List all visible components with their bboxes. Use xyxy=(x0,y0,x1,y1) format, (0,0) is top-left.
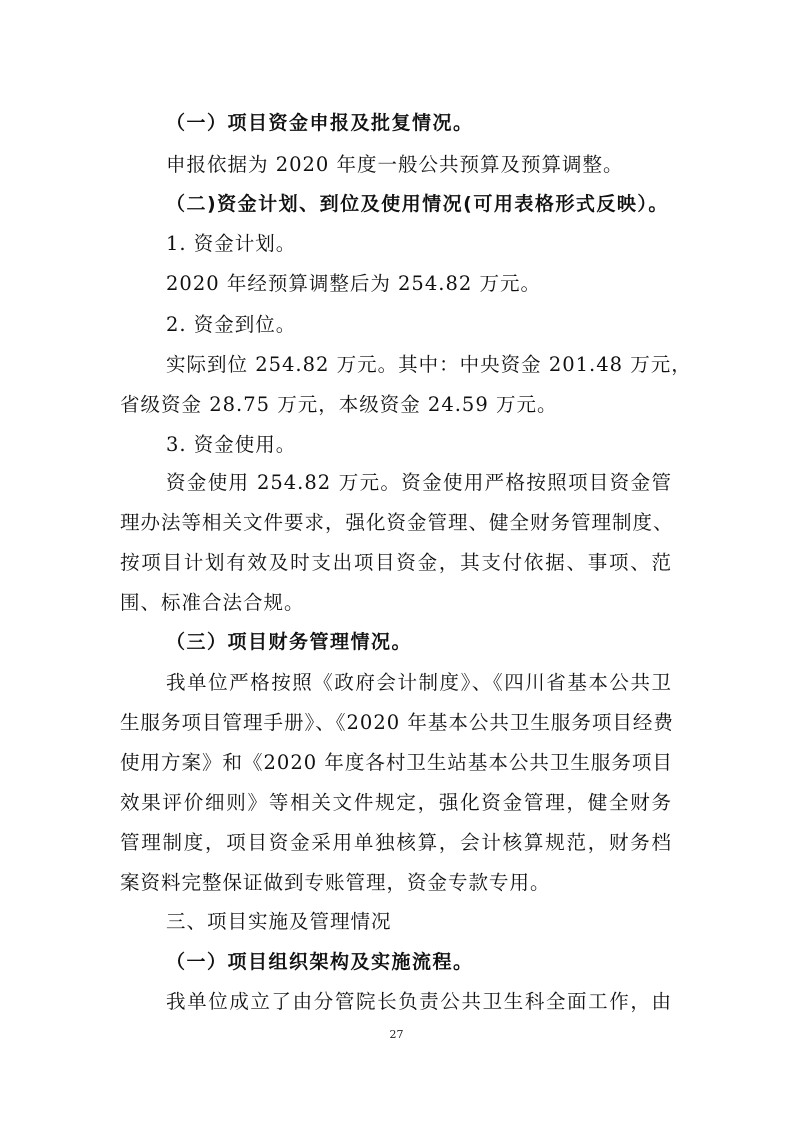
section-heading-funding-plan: （二)资金计划、到位及使用情况(可用表格形式反映）。 xyxy=(166,193,669,215)
paragraph-line: 案资料完整保证做到专账管理，资金专款专用。 xyxy=(120,871,551,894)
paragraph-line: 省级资金 28.75 万元，本级资金 24.59 万元。 xyxy=(120,393,558,416)
paragraph-line: 2020 年经预算调整后为 254.82 万元。 xyxy=(166,272,541,295)
paragraph-line: 管理制度，项目资金采用单独核算，会计核算规范，财务档 xyxy=(120,831,672,854)
section-heading-funding-application: （一）项目资金申报及批复情况。 xyxy=(166,112,474,134)
page-number: 27 xyxy=(389,1028,404,1041)
paragraph-line: 我单位严格按照《政府会计制度》、《四川省基本公共卫 xyxy=(166,671,672,694)
paragraph-line: 按项目计划有效及时支出项目资金，其支付依据、事项、范 xyxy=(120,551,672,574)
section-heading-implementation: 三、项目实施及管理情况 xyxy=(166,910,392,933)
list-item-funding-plan: 1. 资金计划。 xyxy=(166,232,297,255)
paragraph-line: 理办法等相关文件要求，强化资金管理、健全财务管理制度、 xyxy=(120,511,674,534)
paragraph-line: 实际到位 254.82 万元。其中：中央资金 201.48 万元， xyxy=(166,353,692,376)
list-item-funding-arrival: 2. 资金到位。 xyxy=(166,313,297,336)
list-item-funding-use: 3. 资金使用。 xyxy=(166,433,297,456)
section-heading-financial-management: （三）项目财务管理情况。 xyxy=(166,631,413,653)
paragraph-line: 申报依据为 2020 年度一般公共预算及预算调整。 xyxy=(166,153,624,176)
paragraph-line: 资金使用 254.82 万元。资金使用严格按照项目资金管 xyxy=(166,471,672,494)
paragraph-line: 效果评价细则》等相关文件规定，强化资金管理，健全财务 xyxy=(120,791,672,814)
paragraph-line: 围、标准合法合规。 xyxy=(120,591,305,614)
paragraph-line: 使用方案》和《2020 年度各村卫生站基本公共卫生服务项目 xyxy=(120,751,673,774)
section-heading-organization: （一）项目组织架构及实施流程。 xyxy=(166,951,474,973)
paragraph-line: 生服务项目管理手册》、《2020 年基本公共卫生服务项目经费 xyxy=(120,711,674,734)
paragraph-line: 我单位成立了由分管院长负责公共卫生科全面工作，由 xyxy=(166,990,672,1013)
